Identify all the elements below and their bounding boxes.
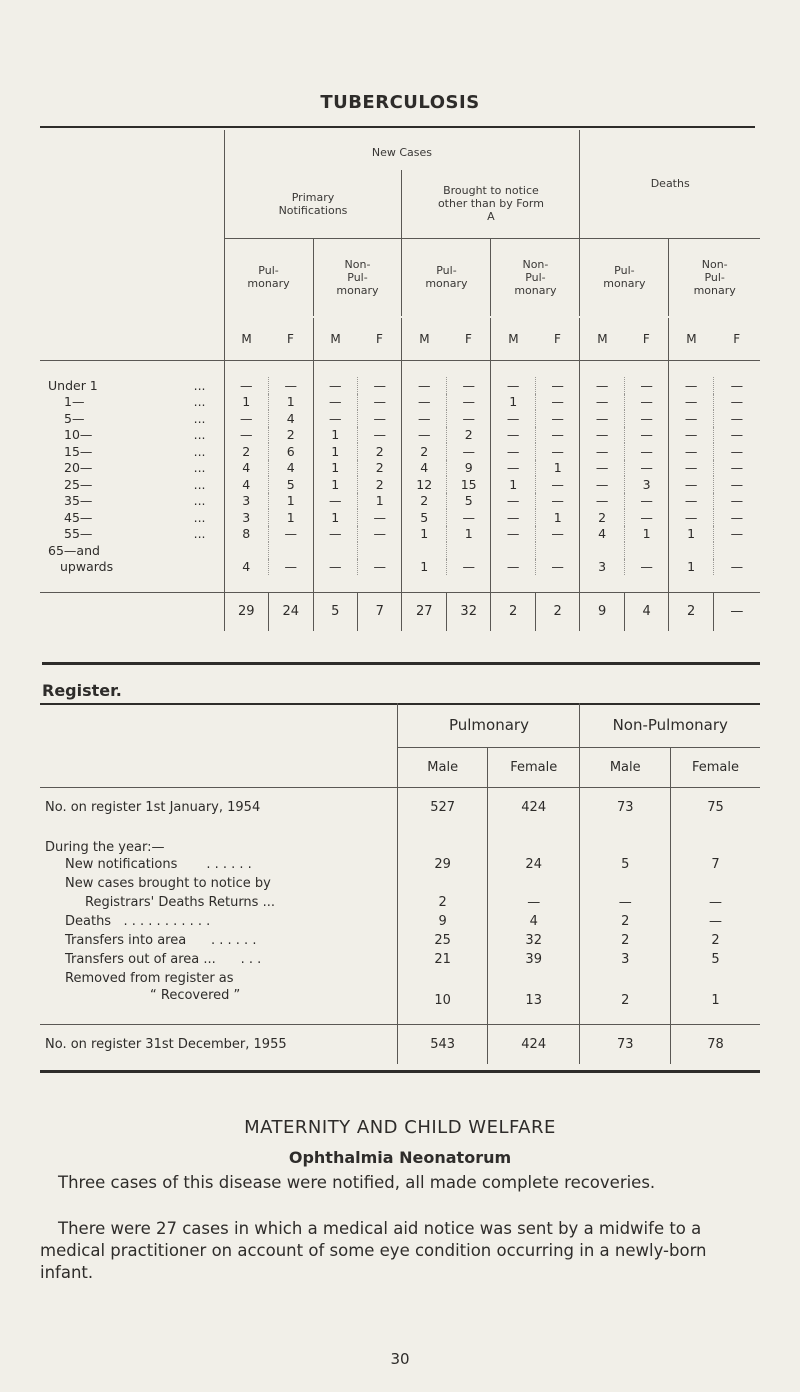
cell: 2 [580,931,671,950]
cell: — [313,493,357,510]
cell: 2 [670,931,760,950]
cell: 2 [580,988,671,1012]
cell: — [491,410,535,427]
cell: — [313,394,357,411]
cell: — [224,427,268,444]
cell: 1 [402,526,446,543]
cell: — [535,377,579,394]
row-label: During the year:— [45,840,165,855]
age-row [40,476,760,493]
cell: 1 [491,476,535,493]
register-title: Register. [42,681,122,700]
cell: — [580,893,671,912]
cell: 1 [491,394,535,411]
register-row-registrars [40,893,760,912]
total-cell: 5 [313,592,357,631]
cell: — [402,410,446,427]
row-label: “ Recovered ” [150,988,241,1003]
register-row-transfers-in [40,931,760,950]
cell: — [313,559,357,576]
page-title: TUBERCULOSIS [320,92,480,113]
cell: 8 [224,526,268,543]
cell: 2 [580,912,671,931]
cell: — [580,410,624,427]
cell: 2 [398,893,487,912]
total-cell: 4 [624,592,668,631]
row-label: Registrars' Deaths Returns ... [85,895,275,910]
cell [580,542,624,559]
cell [535,542,579,559]
cell: 2 [446,427,490,444]
row-label: Transfers out of area ... . . . [65,952,262,967]
cell: — [357,559,401,576]
cell: — [491,559,535,576]
cell: 10 [398,988,487,1012]
deaths-pulmonary-header: Pul- monary [580,238,669,316]
deaths-nonpulmonary-header: Non- Pul- monary [669,238,760,316]
register-row-recovered [40,988,760,1012]
cell: — [313,377,357,394]
row-label: No. on register 1st January, 1954 [45,799,261,815]
cell: — [670,893,760,912]
cell: — [669,509,713,526]
cell: — [491,509,535,526]
cell: 5 [446,493,490,510]
cell: 1 [313,460,357,477]
cell: 3 [224,509,268,526]
age-label: 35— ... [64,493,206,509]
cell: — [535,493,579,510]
cell: 2 [357,443,401,460]
cell: 9 [398,912,487,931]
cell: 5 [580,855,671,874]
new-cases-header: New Cases [224,130,580,170]
cell: 4 [224,460,268,477]
cell: — [535,394,579,411]
cell: 1 [535,509,579,526]
cell: — [624,443,668,460]
cell: — [357,509,401,526]
top-rule [40,126,755,128]
total-cell: — [713,592,760,631]
age-label: 20— ... [64,460,206,476]
cell: 2 [402,493,446,510]
cell [713,542,760,559]
age-row [40,509,760,526]
cell: — [624,493,668,510]
cell: 543 [398,1024,487,1064]
sex-f: F [269,318,313,360]
cell: 1 [669,559,713,576]
cell: 1 [402,559,446,576]
sex-m: M [313,318,357,360]
cell: — [446,410,490,427]
cell: 4 [487,912,580,931]
pul-female-header: Female [487,747,580,787]
register-row-transfers-out [40,950,760,969]
cell: — [402,427,446,444]
primary-nonpulmonary-header: Non- Pul- monary [313,238,402,316]
cell: 2 [269,427,313,444]
age-row [40,460,760,477]
cell [491,542,535,559]
age-label: 10— ... [64,427,206,443]
cell: 5 [402,509,446,526]
cell: — [670,912,760,931]
cell: 7 [670,855,760,874]
cell: 4 [269,410,313,427]
age-row [40,493,760,510]
page-number: 30 [390,1350,410,1368]
brought-to-notice-header: Brought to notice other than by Form A [402,170,580,238]
brought-nonpulmonary-header: Non- Pul- monary [491,238,580,316]
age-label: upwards [60,559,114,575]
cell: — [402,394,446,411]
total-cell: 29 [224,592,268,631]
cell: — [446,509,490,526]
cell [269,542,313,559]
cell: — [535,443,579,460]
cell [357,542,401,559]
register-row-end [40,1024,760,1064]
total-cell: 2 [491,592,535,631]
age-label: 5— ... [64,410,206,426]
cell: — [446,394,490,411]
cell: — [624,410,668,427]
cell: — [713,410,760,427]
cell: 424 [487,787,580,827]
total-cell: 9 [580,592,624,631]
cell: — [491,377,535,394]
age-label: Under 1 ... [48,377,206,393]
cell: — [446,377,490,394]
nonpulmonary-header: Non-Pulmonary [580,703,760,747]
cell: 1 [313,476,357,493]
cell: 1 [313,443,357,460]
cell: — [713,377,760,394]
cell: — [713,443,760,460]
register-row-new-notifications [40,855,760,874]
row-label: Transfers into area . . . . . . [65,933,257,948]
sex-m: M [491,318,535,360]
cell: 9 [446,460,490,477]
cell: — [580,493,624,510]
cell: — [580,443,624,460]
cell [313,542,357,559]
cell: 5 [670,950,760,969]
sex-m: M [669,318,713,360]
cell: 2 [224,443,268,460]
cell: — [669,443,713,460]
cell: 1 [669,526,713,543]
cell: — [535,559,579,576]
register-bottom-rule [40,1070,760,1073]
cell: — [224,377,268,394]
row-label: New notifications . . . . . . [65,857,252,872]
cell: — [535,410,579,427]
cell: 5 [269,476,313,493]
nonpul-female-header: Female [670,747,760,787]
tuberculosis-table [40,130,760,631]
cell: 2 [357,476,401,493]
sex-m: M [402,318,446,360]
cell: — [357,526,401,543]
cell: — [535,476,579,493]
cell: 2 [580,509,624,526]
stub-header [40,130,224,360]
deaths-header: Deaths [580,130,760,238]
cell: — [487,893,580,912]
sex-f: F [535,318,579,360]
register-table [40,703,760,1064]
cell: 2 [357,460,401,477]
primary-notifications-header: Primary Notifications [224,170,402,238]
age-row [40,443,760,460]
sex-m: M [224,318,268,360]
age-label: 65—and [48,542,100,558]
cell: 6 [269,443,313,460]
cell: — [491,526,535,543]
cell: — [491,460,535,477]
primary-pulmonary-header: Pul- monary [224,238,313,316]
age-label: 55— ... [64,526,206,542]
brought-pulmonary-header: Pul- monary [402,238,491,316]
cell: 12 [402,476,446,493]
cell: 1 [269,493,313,510]
cell: 73 [580,787,671,827]
cell: 1 [313,427,357,444]
cell [669,542,713,559]
cell: — [624,509,668,526]
total-cell: 2 [669,592,713,631]
cell: — [580,377,624,394]
cell: — [580,394,624,411]
age-row [40,427,760,444]
cell [402,542,446,559]
table-bottom-rule [42,662,760,665]
cell: — [357,377,401,394]
cell: — [313,410,357,427]
cell: — [580,476,624,493]
sex-f: F [357,318,401,360]
cell: 1 [535,460,579,477]
cell: — [669,476,713,493]
cell: — [713,493,760,510]
row-label: New cases brought to notice by [65,876,271,891]
cell: — [713,526,760,543]
register-row-deaths [40,912,760,931]
cell: — [535,427,579,444]
age-row [40,559,760,576]
cell [624,542,668,559]
total-cell: 27 [402,592,446,631]
sex-m: M [580,318,624,360]
sex-f: F [624,318,668,360]
cell [224,542,268,559]
cell: — [491,493,535,510]
cell: 424 [487,1024,580,1064]
cell: 32 [487,931,580,950]
row-label: Deaths . . . . . . . . . . . [65,914,211,929]
cell: 4 [224,476,268,493]
total-cell: 7 [357,592,401,631]
cell: 1 [670,988,760,1012]
row-label: Removed from register as [65,971,234,986]
paragraph-2: There were 27 cases in which a medical aid notice was sent by a midwife to a medical practitioner on account of some eye condition occurring in a newly-born infant. [40,1219,707,1282]
cell: 1 [357,493,401,510]
cell: — [624,559,668,576]
cell: — [357,394,401,411]
cell: 3 [580,950,671,969]
cell: 4 [224,559,268,576]
cell: — [446,559,490,576]
age-row [40,410,760,427]
cell: 78 [670,1024,760,1064]
cell: — [446,443,490,460]
cell: — [713,394,760,411]
cell: 29 [398,855,487,874]
cell: — [269,559,313,576]
age-row [40,394,760,411]
cell: — [580,460,624,477]
cell: 3 [624,476,668,493]
cell: 1 [624,526,668,543]
cell: — [357,427,401,444]
cell: — [669,410,713,427]
cell: 4 [580,526,624,543]
cell: — [624,460,668,477]
cell: — [669,394,713,411]
age-label: 45— ... [64,509,206,525]
cell: 39 [487,950,580,969]
cell: 24 [487,855,580,874]
cell: 1 [224,394,268,411]
register-row-start [40,787,760,827]
cell: — [713,559,760,576]
totals-label [40,592,224,631]
cell: 527 [398,787,487,827]
cell: — [713,427,760,444]
paragraph-1: Three cases of this disease were notified, all made complete recoveries. [58,1173,656,1192]
cell: — [713,509,760,526]
cell: — [669,493,713,510]
cell: 1 [269,394,313,411]
cell: 25 [398,931,487,950]
cell: 1 [313,509,357,526]
maternity-heading: MATERNITY AND CHILD WELFARE [244,1117,556,1138]
tuberculosis-table-body [40,360,760,592]
cell: 4 [269,460,313,477]
pulmonary-header: Pulmonary [398,703,580,747]
cell: — [491,443,535,460]
cell: — [313,526,357,543]
cell: — [624,427,668,444]
cell: — [669,427,713,444]
totals-row [40,592,760,631]
cell: 21 [398,950,487,969]
age-row [40,377,760,394]
age-label: 15— ... [64,443,206,459]
cell: — [669,377,713,394]
cell: 1 [446,526,490,543]
cell: 4 [402,460,446,477]
cell: 2 [402,443,446,460]
total-cell: 2 [535,592,579,631]
cell: — [269,377,313,394]
cell: — [669,460,713,477]
pul-male-header: Male [398,747,487,787]
cell: — [402,377,446,394]
ophthalmia-subheading: Ophthalmia Neonatorum [288,1148,512,1167]
cell: 75 [670,787,760,827]
cell: 73 [580,1024,671,1064]
cell: — [535,526,579,543]
cell: 13 [487,988,580,1012]
nonpul-male-header: Male [580,747,671,787]
sex-f: F [446,318,490,360]
total-cell: 24 [269,592,313,631]
cell: 3 [580,559,624,576]
sex-f: F [713,318,760,360]
age-row [40,542,760,559]
cell: — [580,427,624,444]
cell: — [713,476,760,493]
cell: — [624,377,668,394]
cell: — [624,394,668,411]
cell: — [713,460,760,477]
age-row [40,526,760,543]
age-label: 1— ... [64,394,206,410]
row-label: No. on register 31st December, 1955 [40,1024,398,1064]
cell [446,542,490,559]
age-label: 25— ... [64,476,206,492]
cell: — [224,410,268,427]
total-cell: 32 [446,592,490,631]
cell: 15 [446,476,490,493]
cell: — [491,427,535,444]
cell: 1 [269,509,313,526]
cell: — [357,410,401,427]
cell: 3 [224,493,268,510]
cell: — [269,526,313,543]
